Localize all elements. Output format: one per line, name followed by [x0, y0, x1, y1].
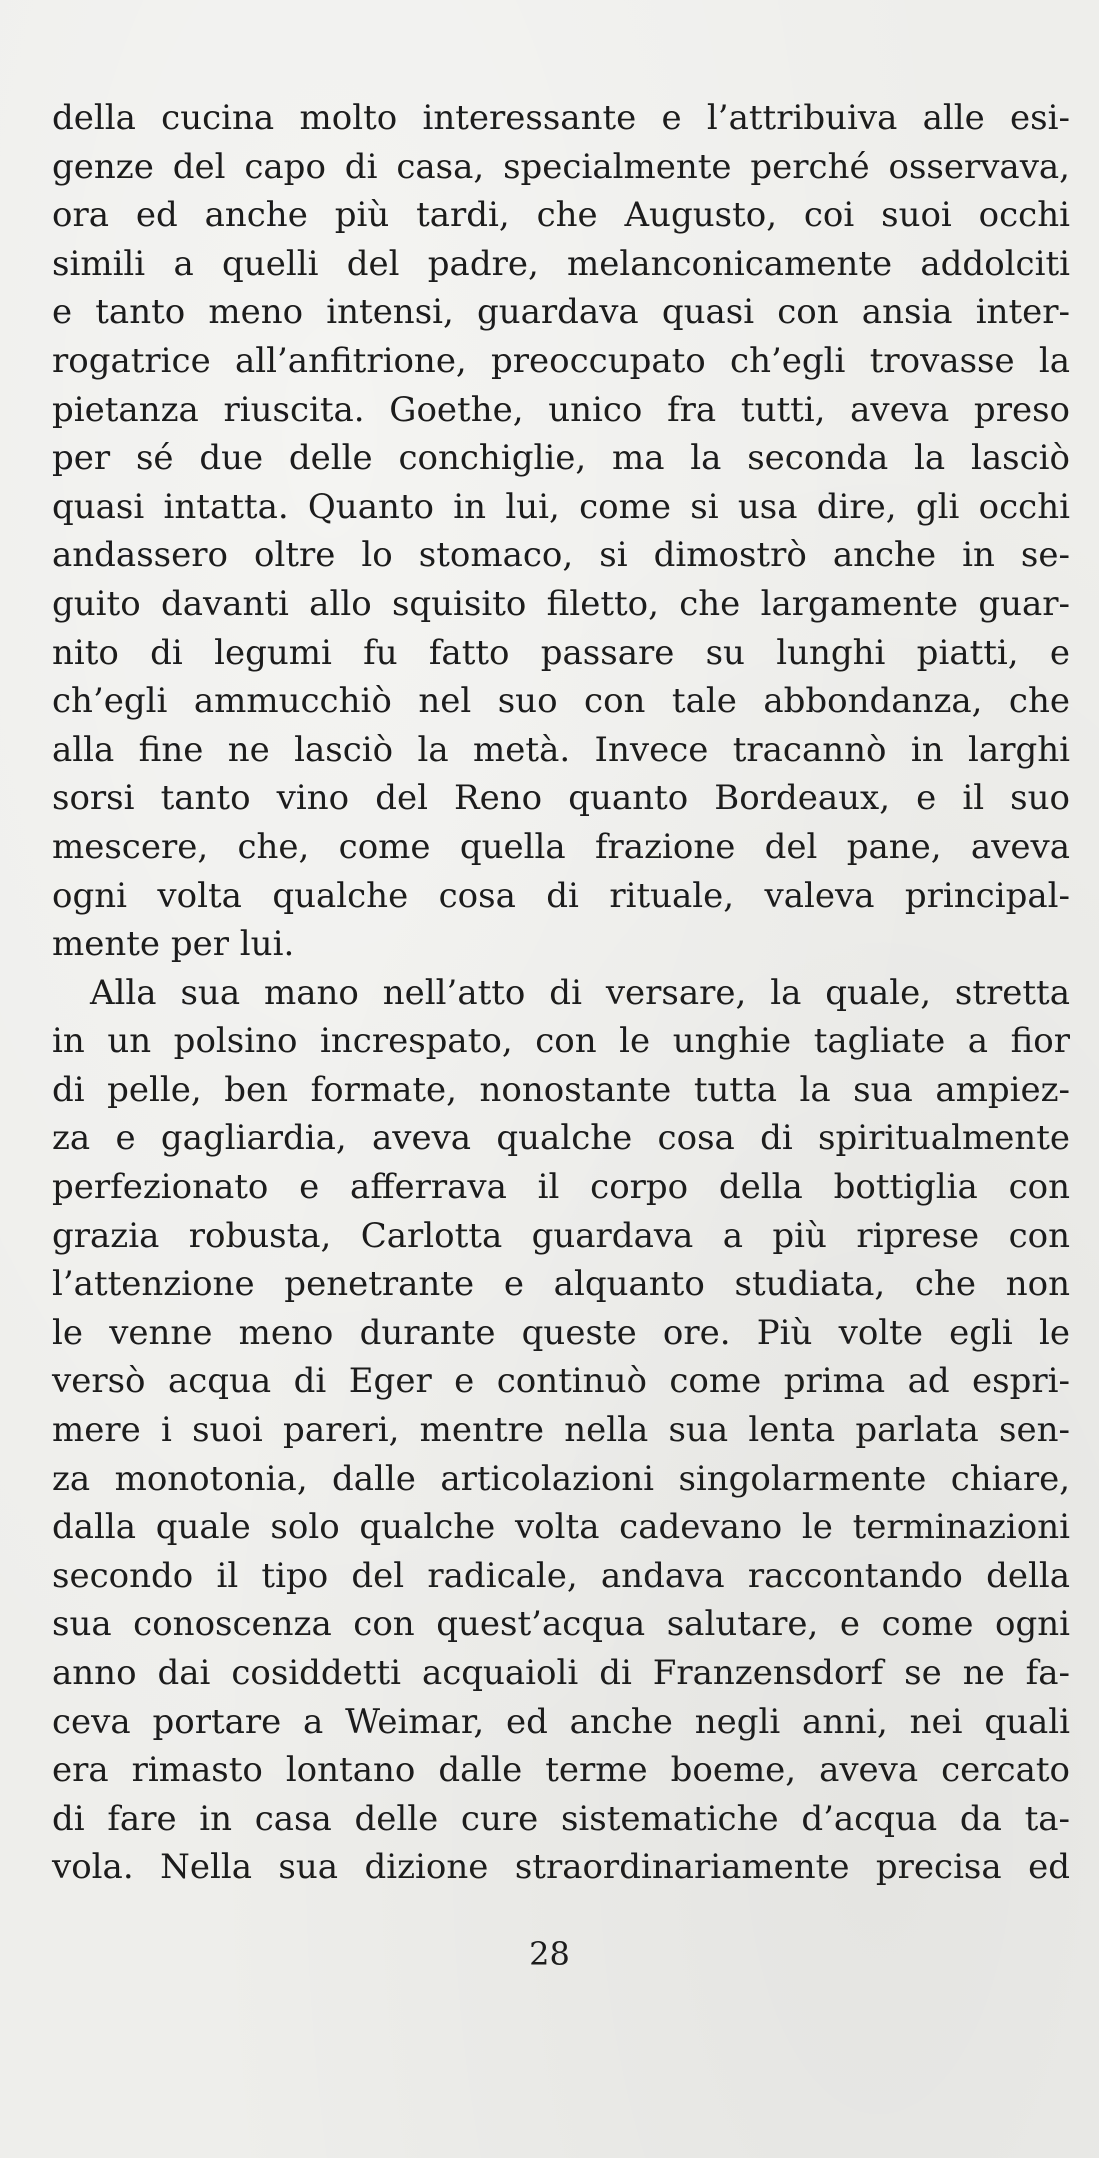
text-line: mere i suoi pareri, mentre nella sua lenta parlata sen- — [52, 1410, 1070, 1451]
text-line: di fare in casa delle cure sistematiche d’acqua da ta- — [52, 1798, 1070, 1839]
text-line: pietanza riuscita. Goethe, unico fra tutti, aveva preso — [52, 389, 1070, 430]
paragraph-start-line: Alla sua mano nell’atto di versare, la quale, stretta — [90, 972, 1070, 1013]
text-line: za e gagliardia, aveva qualche cosa di spiritualmente — [52, 1118, 1070, 1159]
text-line: per sé due delle conchiglie, ma la seconda la lasciò — [52, 438, 1070, 479]
text-line: rogatrice all’anfitrione, preoccupato ch’egli trovasse la — [52, 340, 1070, 381]
text-line: ora ed anche più tardi, che Augusto, coi suoi occhi — [52, 195, 1070, 236]
text-line: andassero oltre lo stomaco, si dimostrò anche in se- — [52, 535, 1070, 576]
page-number: 28 — [529, 1935, 570, 1973]
text-line: quasi intatta. Quanto in lui, come si usa dire, gli occhi — [52, 486, 1070, 527]
text-line: ogni volta qualche cosa di rituale, valeva principal- — [52, 875, 1070, 916]
text-line: ceva portare a Weimar, ed anche negli anni, nei quali — [52, 1701, 1070, 1742]
text-line: le venne meno durante queste ore. Più volte egli le — [52, 1312, 1070, 1353]
text-line: alla fine ne lasciò la metà. Invece tracannò in larghi — [52, 729, 1070, 770]
text-line: era rimasto lontano dalle terme boeme, aveva cercato — [52, 1750, 1070, 1791]
text-line: dalla quale solo qualche volta cadevano le terminazioni — [52, 1507, 1070, 1548]
text-line: l’attenzione penetrante e alquanto studiata, che non — [52, 1264, 1070, 1305]
text-line: sorsi tanto vino del Reno quanto Bordeaux, e il suo — [52, 778, 1070, 819]
text-line: genze del capo di casa, specialmente perché osservava, — [52, 146, 1070, 187]
text-line: secondo il tipo del radicale, andava raccontando della — [52, 1555, 1070, 1596]
text-line: e tanto meno intensi, guardava quasi con ansia inter- — [52, 292, 1070, 333]
text-line: anno dai cosiddetti acquaioli di Franzensdorf se ne fa- — [52, 1653, 1070, 1693]
text-line: guito davanti allo squisito filetto, che largamente guar- — [52, 583, 1070, 624]
text-line: perfezionato e afferrava il corpo della bottiglia con — [52, 1167, 1070, 1208]
text-line: in un polsino increspato, con le unghie tagliate a fior — [52, 1021, 1070, 1062]
text-line: grazia robusta, Carlotta guardava a più riprese con — [52, 1215, 1070, 1256]
text-line: sua conoscenza con quest’acqua salutare, e come ogni — [52, 1604, 1070, 1645]
text-line: della cucina molto interessante e l’attribuiva alle esi- — [52, 98, 1070, 138]
text-line: mescere, che, come quella frazione del pane, aveva — [52, 826, 1070, 867]
text-line: di pelle, ben formate, nonostante tutta la sua ampiez- — [52, 1069, 1070, 1110]
text-line: za monotonia, dalle articolazioni singolarmente chiare, — [52, 1458, 1070, 1499]
text-line: vola. Nella sua dizione straordinariamente precisa ed — [52, 1847, 1070, 1888]
text-line: versò acqua di Eger e continuò come prima ad espri- — [52, 1361, 1070, 1402]
body-text — [52, 94, 1070, 1892]
text-line: nito di legumi fu fatto passare su lunghi piatti, e — [52, 632, 1070, 673]
text-line: simili a quelli del padre, melanconicamente addolciti — [52, 243, 1070, 284]
text-line: ch’egli ammucchiò nel suo con tale abbondanza, che — [52, 681, 1070, 722]
paragraph-end-line: mente per lui. — [52, 924, 295, 965]
